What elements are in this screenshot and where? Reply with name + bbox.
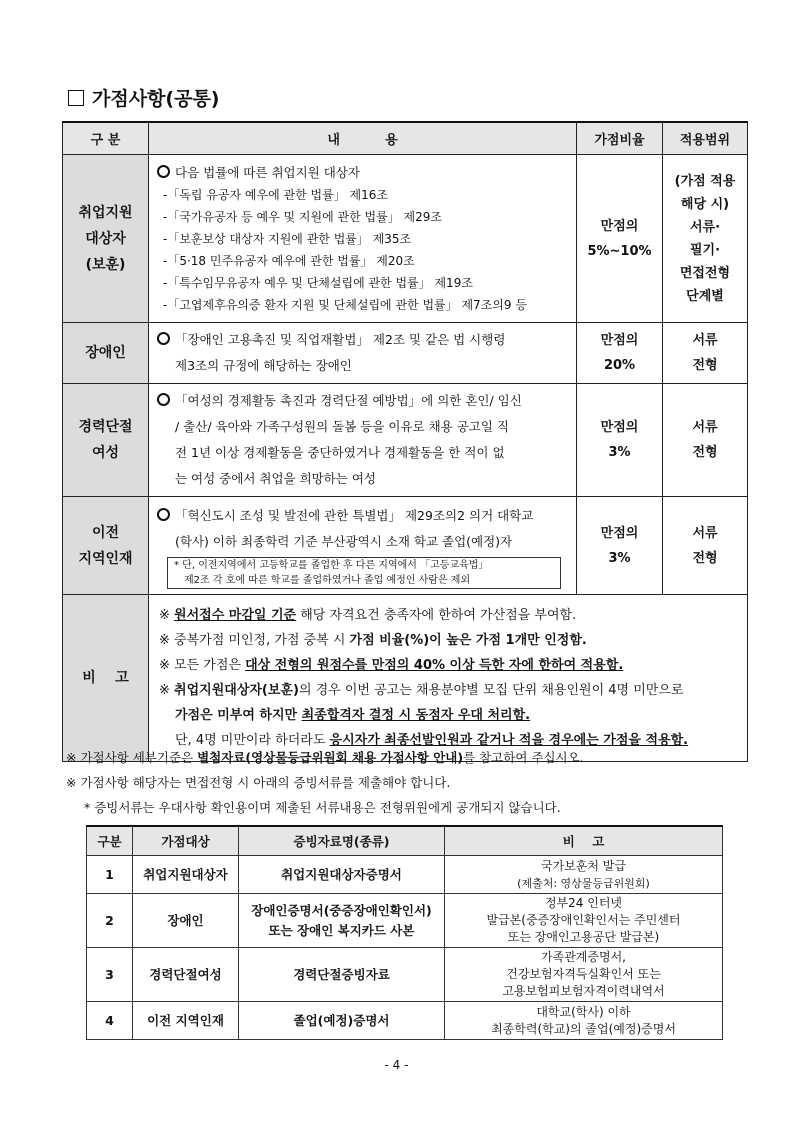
table-row: 3 경력단절여성 경력단절증빙자료 가족관계증명서, 건강보험자격득실확인서 또는 고용보험피보험자격이력내역서 [87,948,723,1002]
row-ratio: 만점의 20% [577,323,663,384]
notes-section [66,745,584,820]
section-title [68,84,220,111]
row-content: 「혁신도시 조성 및 발전에 관한 특별법」 제29조의2 의거 대학교 (학사) 이하 최종학력 기준 부산광역시 소재 학교 졸업(예정)자 * 단, 이전지역에서 고등학교를 졸업한 후 다른 지역에서 「고등교육법」 제2조 각 호에 따른 학교를 졸업하였거나 졸업 예정인 사람은 제외 [149,497,577,595]
row-ratio: 만점의 3% [577,497,663,595]
row-scope: 서류 전형 [663,384,748,497]
row-ratio: 만점의 5%~10% [577,155,663,323]
row-category: 이전 지역인재 [63,497,149,595]
header-note: 비 고 [445,826,723,856]
evidence-table [86,825,723,1040]
row-content: 「여성의 경제활동 촉진과 경력단절 예방법」에 의한 혼인/ 임신 / 출산/ 육아와 가족구성원의 돌봄 등을 이유로 채용 공고일 직 전 1년 이상 경제활동을 중단하였거나 경제활동을 한 적이 없 는 여성 중에서 취업을 희망하는 여성 [149,384,577,497]
row-category: 경력단절 여성 [63,384,149,497]
row-content: 다음 법률에 따른 취업지원 대상자 -「독립 유공자 예우에 관한 법률」 제16조 -「국가유공자 등 예우 및 지원에 관한 법률」 제29조 -「보훈보상 대상자 지원에 관한 법률」 제35조 -「5·18 민주유공자 예우에 관한 법률」 제20조 -「특수임무유공자 예우 및 단체설립에 관한 법률」 제19조 -「고엽제후유의증 환자 지원 및 단체설립에 관한 법률」 제7조의9 등 [149,155,577,323]
table-header-row [63,122,748,155]
circle-bullet-icon [157,393,170,406]
table-row [63,155,748,323]
header-doc: 증빙자료명(종류) [239,826,445,856]
remarks-label: 비 고 [63,595,149,762]
bonus-points-table [62,121,748,762]
table-header-row [87,826,723,856]
table-row: 4 이전 지역인재 졸업(예정)증명서 대학교(학사) 이하 최종학력(학교)의 졸업(예정)증명서 [87,1002,723,1040]
header-category: 구 분 [63,122,149,155]
row-content: 「장애인 고용촉진 및 직업재활법」 제2조 및 같은 법 시행령 제3조의 규정에 해당하는 장애인 [149,323,577,384]
circle-bullet-icon [157,332,170,345]
exception-note-box: * 단, 이전지역에서 고등학교를 졸업한 후 다른 지역에서 「고등교육법」 제2조 각 호에 따른 학교를 졸업하였거나 졸업 예정인 사람은 제외 [167,557,561,589]
table-row [63,384,748,497]
header-ratio: 가점비율 [577,122,663,155]
note-line: * 증빙서류는 우대사항 확인용이며 제출된 서류내용은 전형위원에게 공개되지 않습니다. [84,800,561,815]
row-scope: 서류 전형 [663,497,748,595]
note-line: ※ 가점사항 해당자는 면접전형 시 아래의 증빙서류를 제출해야 합니다. [66,775,451,790]
table-row: 1 취업지원대상자 취업지원대상자증명서 국가보훈처 발급 (제출처: 영상물등급위원회) [87,856,723,894]
table-row: 2 장애인 장애인증명서(중증장애인확인서) 또는 장애인 복지카드 사본 정부24 인터넷 발급본(중증장애인확인서는 주민센터 또는 장애인고용공단 발급본) [87,894,723,948]
remarks-content: ※ 원서접수 마감일 기준 해당 자격요건 충족자에 한하여 가산점을 부여함. ※ 중복가점 미인정, 가점 중복 시 가점 비율(%)이 높은 가점 1개만 인정함. ※ 모든 가점은 대상 전형의 원점수를 만점의 40% 이상 득한 자에 한하여 적용함. ※ 취업지원대상자(보훈)의 경우 이번 공고는 채용분야별 모집 단위 채용인원이 4명 미만으로 가점은 미부여 하지만 최종합격자 결정 시 동점자 우대 처리함. 단, 4명 미만이라 하더라도 응시자가 최종선발인원과 같거나 적을 경우에는 가점을 적용함. [149,595,748,762]
row-scope: 서류 전형 [663,323,748,384]
checkbox-square-icon [68,90,84,106]
row-ratio: 만점의 3% [577,384,663,497]
remarks-row [63,595,748,762]
table-row [63,323,748,384]
section-title-text: 가점사항(공통) [92,88,220,110]
table-row [63,497,748,595]
row-scope: (가점 적용 해당 시) 서류· 필기· 면접전형 단계별 [663,155,748,323]
page-number: - 4 - [384,1058,409,1072]
header-content: 내 용 [149,122,577,155]
circle-bullet-icon [157,508,170,521]
note-line: ※ 가점사항 세부기준은 별첨자료(영상물등급위원회 채용 가점사항 안내)를 참고하여 주십시오. [66,750,584,765]
circle-bullet-icon [157,165,170,178]
row-category: 장애인 [63,323,149,384]
header-no: 구분 [87,826,133,856]
row-category: 취업지원 대상자 (보훈) [63,155,149,323]
header-target: 가점대상 [133,826,239,856]
header-scope: 적용범위 [663,122,748,155]
